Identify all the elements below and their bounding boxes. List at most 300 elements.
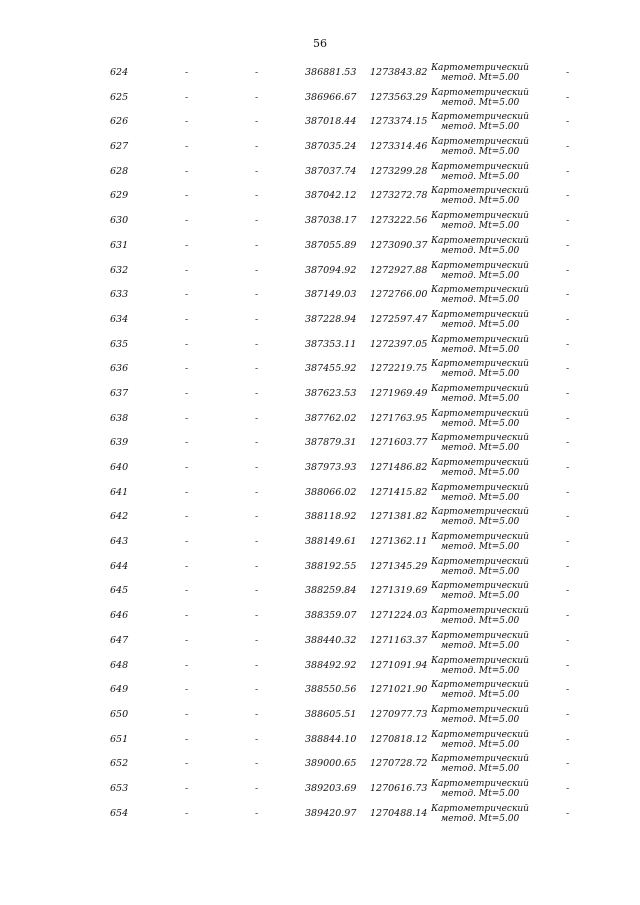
dash-cell: - xyxy=(255,387,259,399)
coordinate-x: 387879.31 xyxy=(305,437,357,449)
coordinate-x: 388359.07 xyxy=(305,610,357,622)
table-row xyxy=(0,86,640,111)
dash-cell: - xyxy=(255,758,259,770)
coordinate-x: 386881.53 xyxy=(305,67,357,78)
dash-cell: - xyxy=(185,462,189,473)
point-number: 648 xyxy=(110,659,129,671)
dash-cell: - xyxy=(566,412,570,424)
dash-cell: - xyxy=(255,412,259,424)
dash-cell: - xyxy=(566,708,570,720)
point-number: 646 xyxy=(110,610,129,622)
dash-cell: - xyxy=(255,190,259,202)
coordinate-y: 1270977.73 xyxy=(370,708,428,720)
dash-cell: - xyxy=(185,634,189,646)
coordinate-x: 387055.89 xyxy=(305,239,357,251)
method-line-1: Картометрический xyxy=(431,778,529,789)
method-line-2: метод. Mt=5.00 xyxy=(440,369,520,380)
method-line-1: Картометрический xyxy=(431,186,529,197)
coordinate-y: 1273222.56 xyxy=(370,215,428,227)
method-line-2: метод. Mt=5.00 xyxy=(440,344,520,355)
method-cell xyxy=(430,335,530,355)
coordinate-x: 387038.17 xyxy=(305,215,357,227)
table-row xyxy=(0,629,640,654)
dash-cell: - xyxy=(566,758,570,770)
dash-cell: - xyxy=(255,313,259,325)
dash-cell: - xyxy=(185,733,189,745)
method-line-1: Картометрический xyxy=(431,482,529,493)
coordinate-x: 389203.69 xyxy=(305,782,357,794)
table-row xyxy=(0,728,640,753)
coordinate-x: 388192.55 xyxy=(305,560,357,572)
dash-cell: - xyxy=(566,610,570,622)
coordinate-y: 1272927.88 xyxy=(370,264,428,276)
coordinate-x: 388259.84 xyxy=(305,585,357,597)
dash-cell: - xyxy=(185,264,189,276)
dash-cell: - xyxy=(566,190,570,202)
point-number: 636 xyxy=(110,363,129,375)
method-line-1: Картометрический xyxy=(431,285,529,296)
coordinate-x: 389420.97 xyxy=(305,807,357,819)
dash-cell: - xyxy=(566,289,570,301)
dash-cell: - xyxy=(255,165,259,177)
dash-cell: - xyxy=(566,387,570,399)
coordinate-y: 1273843.82 xyxy=(370,67,428,78)
method-cell xyxy=(430,112,530,132)
dash-cell: - xyxy=(566,215,570,227)
method-cell xyxy=(430,88,530,108)
method-line-2: метод. Mt=5.00 xyxy=(440,221,520,232)
method-cell xyxy=(430,581,530,601)
dash-cell: - xyxy=(566,165,570,177)
table-row xyxy=(0,234,640,259)
point-number: 635 xyxy=(110,338,129,350)
dash-cell: - xyxy=(185,807,189,819)
dash-cell: - xyxy=(566,486,570,498)
dash-cell: - xyxy=(185,610,189,622)
coordinate-x: 387973.93 xyxy=(305,462,357,473)
coordinates-table xyxy=(0,61,640,826)
coordinate-x: 387455.92 xyxy=(305,363,357,375)
dash-cell: - xyxy=(185,387,189,399)
method-line-2: метод. Mt=5.00 xyxy=(440,171,520,182)
dash-cell: - xyxy=(185,511,189,523)
coordinate-y: 1273374.15 xyxy=(370,116,428,128)
table-row xyxy=(0,431,640,456)
method-cell xyxy=(430,631,530,651)
method-line-2: метод. Mt=5.00 xyxy=(440,468,520,478)
method-cell xyxy=(430,705,530,725)
method-line-1: Картометрический xyxy=(431,161,529,172)
table-row xyxy=(0,481,640,506)
coordinate-x: 386966.67 xyxy=(305,91,357,103)
table-row xyxy=(0,407,640,432)
dash-cell: - xyxy=(255,560,259,572)
table-row xyxy=(0,110,640,135)
method-cell xyxy=(430,656,530,676)
method-cell xyxy=(430,162,530,182)
method-line-1: Картометрический xyxy=(431,581,529,592)
method-cell xyxy=(430,754,530,774)
point-number: 654 xyxy=(110,807,129,819)
dash-cell: - xyxy=(255,708,259,720)
coordinate-y: 1273272.78 xyxy=(370,190,428,202)
dash-cell: - xyxy=(255,585,259,597)
method-cell xyxy=(430,779,530,799)
table-row xyxy=(0,579,640,604)
point-number: 653 xyxy=(110,782,129,794)
dash-cell: - xyxy=(566,684,570,696)
table-row xyxy=(0,555,640,580)
point-number: 637 xyxy=(110,387,129,399)
dash-cell: - xyxy=(566,437,570,449)
dash-cell: - xyxy=(255,239,259,251)
coordinate-x: 388844.10 xyxy=(305,733,357,745)
page-number: 56 xyxy=(313,37,327,50)
point-number: 650 xyxy=(110,708,129,720)
coordinate-y: 1270818.12 xyxy=(370,733,428,745)
method-cell xyxy=(430,186,530,206)
coordinate-x: 387035.24 xyxy=(305,141,357,153)
method-line-2: метод. Mt=5.00 xyxy=(440,665,520,676)
dash-cell: - xyxy=(185,91,189,103)
table-row xyxy=(0,160,640,185)
method-line-2: метод. Mt=5.00 xyxy=(440,616,520,627)
dash-cell: - xyxy=(185,437,189,449)
dash-cell: - xyxy=(185,708,189,720)
coordinate-y: 1271091.94 xyxy=(370,659,428,671)
dash-cell: - xyxy=(566,141,570,153)
method-line-2: метод. Mt=5.00 xyxy=(440,73,520,83)
dash-cell: - xyxy=(566,807,570,819)
dash-cell: - xyxy=(185,585,189,597)
method-line-2: метод. Mt=5.00 xyxy=(440,566,520,577)
dash-cell: - xyxy=(566,585,570,597)
dash-cell: - xyxy=(255,141,259,153)
coordinate-x: 387149.03 xyxy=(305,289,357,301)
dash-cell: - xyxy=(185,289,189,301)
coordinate-y: 1271969.49 xyxy=(370,387,428,399)
method-line-2: метод. Mt=5.00 xyxy=(440,517,520,528)
dash-cell: - xyxy=(185,560,189,572)
method-line-1: Картометрический xyxy=(431,63,529,73)
point-number: 649 xyxy=(110,684,129,696)
method-line-2: метод. Mt=5.00 xyxy=(440,542,520,553)
method-line-2: метод. Mt=5.00 xyxy=(440,270,520,281)
dash-cell: - xyxy=(255,264,259,276)
point-number: 641 xyxy=(110,486,129,498)
coordinate-y: 1273563.29 xyxy=(370,91,428,103)
method-line-2: метод. Mt=5.00 xyxy=(440,418,520,429)
dash-cell: - xyxy=(566,363,570,375)
coordinate-x: 387353.11 xyxy=(305,338,357,350)
method-cell xyxy=(430,63,530,83)
dash-cell: - xyxy=(255,91,259,103)
method-cell xyxy=(430,557,530,577)
method-line-2: метод. Mt=5.00 xyxy=(440,295,520,306)
dash-cell: - xyxy=(185,684,189,696)
method-cell xyxy=(430,532,530,552)
point-number: 638 xyxy=(110,412,129,424)
dash-cell: - xyxy=(255,807,259,819)
coordinate-x: 387094.92 xyxy=(305,264,357,276)
coordinate-x: 387037.74 xyxy=(305,165,357,177)
dash-cell: - xyxy=(566,462,570,473)
coordinate-y: 1272766.00 xyxy=(370,289,428,301)
method-line-1: Картометрический xyxy=(431,630,529,641)
coordinate-x: 387762.02 xyxy=(305,412,357,424)
table-row xyxy=(0,703,640,728)
coordinate-x: 388492.92 xyxy=(305,659,357,671)
method-line-2: метод. Mt=5.00 xyxy=(440,714,520,725)
dash-cell: - xyxy=(255,511,259,523)
coordinate-y: 1272219.75 xyxy=(370,363,428,375)
method-line-1: Картометрический xyxy=(431,211,529,222)
dash-cell: - xyxy=(255,289,259,301)
method-line-1: Картометрический xyxy=(431,433,529,444)
dash-cell: - xyxy=(255,116,259,128)
method-line-1: Картометрический xyxy=(431,704,529,715)
coordinate-y: 1272397.05 xyxy=(370,338,428,350)
method-line-2: метод. Mt=5.00 xyxy=(440,443,520,454)
method-line-1: Картометрический xyxy=(431,235,529,246)
point-number: 643 xyxy=(110,536,129,548)
method-line-1: Картометрический xyxy=(431,606,529,617)
table-row xyxy=(0,604,640,629)
dash-cell: - xyxy=(185,313,189,325)
point-number: 625 xyxy=(110,91,129,103)
table-row xyxy=(0,530,640,555)
dash-cell: - xyxy=(255,67,259,78)
method-cell xyxy=(430,606,530,626)
point-number: 640 xyxy=(110,462,129,473)
method-line-1: Картометрический xyxy=(431,87,529,98)
dash-cell: - xyxy=(566,659,570,671)
coordinate-x: 388066.02 xyxy=(305,486,357,498)
method-cell xyxy=(430,137,530,157)
method-line-1: Картометрический xyxy=(431,729,529,740)
dash-cell: - xyxy=(185,215,189,227)
coordinate-y: 1271415.82 xyxy=(370,486,428,498)
method-cell xyxy=(430,483,530,503)
dash-cell: - xyxy=(185,338,189,350)
point-number: 630 xyxy=(110,215,129,227)
method-cell xyxy=(430,458,530,478)
method-line-1: Картометрический xyxy=(431,803,529,814)
coordinate-x: 387228.94 xyxy=(305,313,357,325)
method-line-2: метод. Mt=5.00 xyxy=(440,813,520,824)
method-line-2: метод. Mt=5.00 xyxy=(440,122,520,133)
method-line-2: метод. Mt=5.00 xyxy=(440,739,520,750)
point-number: 628 xyxy=(110,165,129,177)
dash-cell: - xyxy=(255,462,259,473)
table-row xyxy=(0,61,640,86)
method-line-2: метод. Mt=5.00 xyxy=(440,788,520,799)
coordinate-x: 388605.51 xyxy=(305,708,357,720)
dash-cell: - xyxy=(566,239,570,251)
point-number: 652 xyxy=(110,758,129,770)
method-cell xyxy=(430,285,530,305)
coordinate-y: 1271603.77 xyxy=(370,437,428,449)
point-number: 645 xyxy=(110,585,129,597)
coordinate-y: 1271381.82 xyxy=(370,511,428,523)
dash-cell: - xyxy=(185,782,189,794)
coordinate-y: 1270616.73 xyxy=(370,782,428,794)
dash-cell: - xyxy=(255,215,259,227)
table-row xyxy=(0,184,640,209)
dash-cell: - xyxy=(185,536,189,548)
dash-cell: - xyxy=(255,536,259,548)
table-row xyxy=(0,259,640,284)
point-number: 651 xyxy=(110,733,129,745)
method-line-1: Картометрический xyxy=(431,383,529,394)
method-line-2: метод. Mt=5.00 xyxy=(440,764,520,775)
coordinate-x: 388440.32 xyxy=(305,634,357,646)
table-row xyxy=(0,678,640,703)
point-number: 624 xyxy=(110,67,129,78)
coordinate-y: 1271486.82 xyxy=(370,462,428,473)
dash-cell: - xyxy=(255,610,259,622)
point-number: 626 xyxy=(110,116,129,128)
method-cell xyxy=(430,211,530,231)
method-cell xyxy=(430,804,530,824)
dash-cell: - xyxy=(566,116,570,128)
method-cell xyxy=(430,236,530,256)
table-row xyxy=(0,505,640,530)
method-line-2: метод. Mt=5.00 xyxy=(440,97,520,108)
dash-cell: - xyxy=(566,511,570,523)
point-number: 642 xyxy=(110,511,129,523)
point-number: 631 xyxy=(110,239,129,251)
coordinate-y: 1270488.14 xyxy=(370,807,428,819)
method-line-2: метод. Mt=5.00 xyxy=(440,196,520,207)
method-line-1: Картометрический xyxy=(431,334,529,345)
dash-cell: - xyxy=(566,67,570,78)
coordinate-x: 387042.12 xyxy=(305,190,357,202)
method-line-1: Картометрический xyxy=(431,260,529,271)
dash-cell: - xyxy=(255,659,259,671)
coordinate-y: 1271763.95 xyxy=(370,412,428,424)
dash-cell: - xyxy=(255,782,259,794)
dash-cell: - xyxy=(185,486,189,498)
table-row xyxy=(0,283,640,308)
dash-cell: - xyxy=(255,437,259,449)
method-line-1: Картометрический xyxy=(431,754,529,765)
point-number: 633 xyxy=(110,289,129,301)
method-line-2: метод. Mt=5.00 xyxy=(440,640,520,651)
method-cell xyxy=(430,359,530,379)
dash-cell: - xyxy=(185,141,189,153)
dash-cell: - xyxy=(185,116,189,128)
method-cell xyxy=(430,310,530,330)
coordinate-y: 1271163.37 xyxy=(370,634,428,646)
method-cell xyxy=(430,730,530,750)
dash-cell: - xyxy=(255,634,259,646)
table-row xyxy=(0,654,640,679)
dash-cell: - xyxy=(185,758,189,770)
dash-cell: - xyxy=(185,239,189,251)
point-number: 644 xyxy=(110,560,129,572)
coordinate-y: 1271319.69 xyxy=(370,585,428,597)
dash-cell: - xyxy=(566,313,570,325)
dash-cell: - xyxy=(566,91,570,103)
dash-cell: - xyxy=(185,165,189,177)
coordinate-y: 1271345.29 xyxy=(370,560,428,572)
method-cell xyxy=(430,409,530,429)
method-line-2: метод. Mt=5.00 xyxy=(440,690,520,701)
dash-cell: - xyxy=(566,733,570,745)
method-cell xyxy=(430,433,530,453)
method-line-1: Картометрический xyxy=(431,655,529,666)
coordinate-y: 1273314.46 xyxy=(370,141,428,153)
coordinate-x: 389000.65 xyxy=(305,758,357,770)
coordinate-y: 1273299.28 xyxy=(370,165,428,177)
method-line-1: Картометрический xyxy=(431,112,529,123)
coordinate-x: 387623.53 xyxy=(305,387,357,399)
coordinate-y: 1271362.11 xyxy=(370,536,428,548)
dash-cell: - xyxy=(566,536,570,548)
table-row xyxy=(0,382,640,407)
dash-cell: - xyxy=(566,264,570,276)
table-row xyxy=(0,308,640,333)
point-number: 632 xyxy=(110,264,129,276)
dash-cell: - xyxy=(566,560,570,572)
method-line-2: метод. Mt=5.00 xyxy=(440,492,520,503)
method-line-2: метод. Mt=5.00 xyxy=(440,245,520,256)
method-line-1: Картометрический xyxy=(431,507,529,518)
point-number: 647 xyxy=(110,634,129,646)
point-number: 629 xyxy=(110,190,129,202)
method-cell xyxy=(430,507,530,527)
table-row xyxy=(0,357,640,382)
table-row xyxy=(0,135,640,160)
point-number: 634 xyxy=(110,313,129,325)
method-line-1: Картометрический xyxy=(431,532,529,543)
dash-cell: - xyxy=(185,363,189,375)
method-cell xyxy=(430,261,530,281)
method-line-1: Картометрический xyxy=(431,408,529,419)
table-row xyxy=(0,752,640,777)
table-row xyxy=(0,209,640,234)
coordinate-y: 1270728.72 xyxy=(370,758,428,770)
dash-cell: - xyxy=(566,338,570,350)
dash-cell: - xyxy=(255,363,259,375)
method-line-2: метод. Mt=5.00 xyxy=(440,591,520,602)
table-row xyxy=(0,777,640,802)
coordinate-y: 1272597.47 xyxy=(370,313,428,325)
method-cell xyxy=(430,680,530,700)
coordinate-y: 1273090.37 xyxy=(370,239,428,251)
dash-cell: - xyxy=(185,190,189,202)
method-line-1: Картометрический xyxy=(431,137,529,148)
table-row xyxy=(0,802,640,827)
point-number: 627 xyxy=(110,141,129,153)
method-line-1: Картометрический xyxy=(431,556,529,567)
dash-cell: - xyxy=(566,634,570,646)
dash-cell: - xyxy=(185,659,189,671)
coordinate-y: 1271224.03 xyxy=(370,610,428,622)
dash-cell: - xyxy=(255,486,259,498)
dash-cell: - xyxy=(255,684,259,696)
method-line-2: метод. Mt=5.00 xyxy=(440,319,520,330)
coordinate-x: 387018.44 xyxy=(305,116,357,128)
point-number: 639 xyxy=(110,437,129,449)
method-line-1: Картометрический xyxy=(431,359,529,370)
coordinate-x: 388550.56 xyxy=(305,684,357,696)
dash-cell: - xyxy=(566,782,570,794)
dash-cell: - xyxy=(255,338,259,350)
dash-cell: - xyxy=(185,412,189,424)
table-row xyxy=(0,333,640,358)
